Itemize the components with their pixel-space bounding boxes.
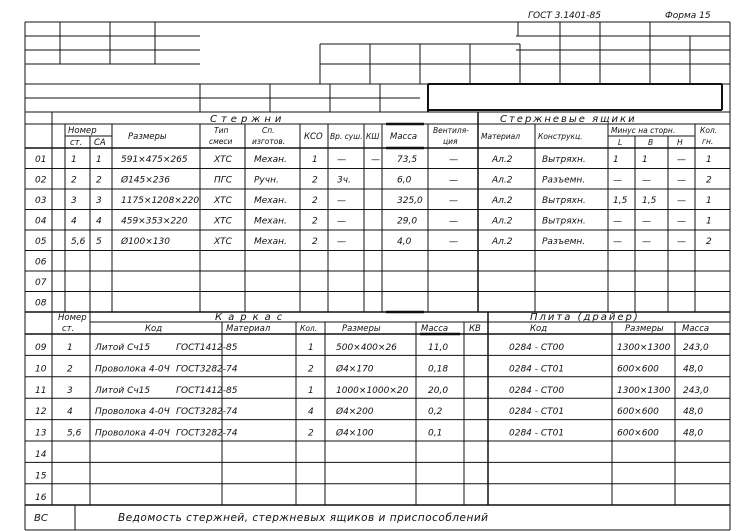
frame-cell-count: 1 <box>308 343 314 353</box>
cores-col-ventilation: Вентиля- <box>433 126 469 135</box>
row-number: 16 <box>35 492 47 503</box>
frame-table-row <box>35 343 709 353</box>
cores-col-mix-type-2: смеси <box>209 137 233 146</box>
footer-code: ВС <box>34 513 48 524</box>
plate-section-title: Плита (драйер) <box>530 312 640 323</box>
plate-cell-size: 600×600 <box>617 407 659 418</box>
row-number: 06 <box>35 257 47 268</box>
frame-cell-st: 1 <box>67 343 73 353</box>
cores-cell-count: 1 <box>706 216 712 227</box>
cores-cell-l: — <box>613 216 622 227</box>
cores-cell-kso: 2 <box>312 196 318 206</box>
plate-cell-mass: 48,0 <box>683 364 704 375</box>
frame-cell-size: Ø4×170 <box>336 364 374 375</box>
frame-row-lines <box>25 355 730 483</box>
frame-col-material: Материал <box>226 324 271 334</box>
frame-col-kv: КВ <box>469 324 481 334</box>
frame-col-number: Номер <box>58 313 87 323</box>
boxes-col-l: L <box>618 138 623 147</box>
plate-cell-size: 600×600 <box>617 428 659 439</box>
cores-cell-st: 4 <box>71 216 77 227</box>
cores-cell-mix: ХТС <box>214 155 232 165</box>
cores-cell-b: — <box>642 175 651 186</box>
cores-cell-count: 2 <box>706 237 712 247</box>
plate-cell-size: 600×600 <box>617 364 659 375</box>
frame-table-row <box>35 428 703 439</box>
cores-cell-b: — <box>642 237 651 247</box>
cores-cell-l: 1 <box>613 155 619 165</box>
plate-cell-mass: 48,0 <box>683 428 704 439</box>
plate-cell-size: 1300×1300 <box>617 385 671 396</box>
cores-cell-l: 1,5 <box>613 196 628 206</box>
cores-cell-method: Механ. <box>254 196 287 206</box>
frame-cell-st: 3 <box>67 385 73 396</box>
frame-col-count: Кол. <box>300 324 318 333</box>
cores-col-mass: Масса <box>390 132 418 142</box>
cores-table-row <box>35 196 712 206</box>
cores-cell-size: Ø145×236 <box>121 175 170 186</box>
cores-cell-dry: 3ч. <box>337 175 351 186</box>
frame-cell-material: Литой Сч15 <box>95 343 151 353</box>
cores-cell-h: — <box>677 216 686 227</box>
frame-cell-st: 5,6 <box>67 428 82 439</box>
cores-cell-h: — <box>677 175 686 186</box>
plate-cell-code: 0284 - СТ00 <box>509 385 565 396</box>
frame-cell-material: Литой Сч15 <box>95 385 151 396</box>
cores-cell-kso: 2 <box>312 216 318 227</box>
cores-cell-dry: — <box>337 196 346 206</box>
frame-col-code: Код <box>145 324 163 334</box>
cores-cell-vent: — <box>449 196 458 206</box>
row-number: 11 <box>35 385 47 396</box>
row-number: 04 <box>35 216 47 227</box>
cores-cell-sa: 5 <box>96 237 102 247</box>
frame-col-sizes: Размеры <box>342 324 381 334</box>
row-number: 01 <box>35 155 47 165</box>
plate-cell-size: 1300×1300 <box>617 343 671 353</box>
cores-col-st: ст. <box>70 138 83 148</box>
row-number: 08 <box>35 298 47 309</box>
row-number: 13 <box>35 428 47 439</box>
cores-cell-size: 591×475×265 <box>121 155 188 165</box>
cores-cell-sa: 3 <box>96 196 102 206</box>
core-boxes-section-title: Стержневые ящики <box>500 114 637 125</box>
plate-cell-code: 0284 - СТ01 <box>509 407 565 418</box>
cores-col-ksh: КШ <box>366 132 380 141</box>
frame-cell-size: 1000×1000×20 <box>336 385 409 396</box>
frame-section-title: Каркас <box>215 312 289 323</box>
cores-cell-kso: 2 <box>312 237 318 247</box>
plate-cell-mass: 243,0 <box>683 385 709 396</box>
cores-cell-mass: 325,0 <box>397 196 423 206</box>
frame-table-row <box>35 386 709 396</box>
frame-col-mass: Масса <box>421 324 449 334</box>
cores-cell-h: — <box>677 237 686 247</box>
row-number: 03 <box>35 196 47 206</box>
cores-cell-mix: ХТС <box>214 216 232 227</box>
plate-cell-code: 0284 - СТ01 <box>509 364 565 375</box>
cores-cell-sa: 1 <box>96 155 102 165</box>
cores-cell-vent: — <box>449 237 458 247</box>
cores-cell-st: 5,6 <box>71 237 86 247</box>
plate-cell-mass: 243,0 <box>683 343 709 353</box>
plate-cell-code: 0284 - СТ01 <box>509 428 565 439</box>
boxes-col-material: Материал <box>481 132 521 141</box>
cores-cell-b: 1 <box>642 155 648 165</box>
cores-cell-b: — <box>642 216 651 227</box>
cores-col-sizes: Размеры <box>128 132 167 142</box>
frame-cell-count: 4 <box>308 407 314 418</box>
cores-cell-count: 1 <box>706 155 712 165</box>
plate-col-mass: Масса <box>682 324 710 334</box>
row-number: 15 <box>35 471 47 482</box>
boxes-col-design: Конструкц. <box>538 132 583 141</box>
cores-col-sa: СА <box>94 138 106 148</box>
cores-cell-material: Ал.2 <box>492 155 513 165</box>
cores-cell-dry: — <box>337 216 346 227</box>
plate-cell-code: 0284 - СТ00 <box>509 343 565 353</box>
frame-cell-count: 2 <box>308 364 314 375</box>
cores-cell-b: 1,5 <box>642 196 657 206</box>
frame-cell-mass: 0,18 <box>428 364 449 375</box>
cores-cell-method: Механ. <box>254 237 287 247</box>
cores-cell-h: — <box>677 155 686 165</box>
frame-cell-size: Ø4×200 <box>336 407 374 418</box>
cores-cell-material: Ал.2 <box>492 237 513 247</box>
frame-cell-material: Проволока 4-0Ч <box>95 364 170 375</box>
cores-cell-size: 459×353×220 <box>121 216 188 227</box>
cores-cell-ksh: — <box>371 155 380 165</box>
frame-cell-count: 2 <box>308 428 314 439</box>
frame-cell-mass: 11,0 <box>428 343 449 353</box>
frame-cell-material: Проволока 4-0Ч <box>95 407 170 418</box>
frame-col-st: ст. <box>62 324 75 334</box>
cores-col-number: Номер <box>68 126 97 136</box>
cores-cell-dry: — <box>337 155 346 165</box>
cores-cell-st: 2 <box>71 175 77 186</box>
frame-cell-gost: ГОСТ3282-74 <box>176 364 238 375</box>
plate-col-code: Код <box>530 324 548 334</box>
cores-cell-method: Механ. <box>254 155 287 165</box>
boxes-col-minus: Минус на сторн. <box>611 126 676 135</box>
boxes-col-count-2: гн. <box>702 137 714 146</box>
cores-cell-mass: 4,0 <box>397 237 412 247</box>
frame-cell-mass: 0,2 <box>428 407 443 418</box>
cores-cell-mix: ХТС <box>214 196 232 206</box>
frame-table-row <box>35 406 703 417</box>
cores-cell-kso: 2 <box>312 175 318 186</box>
cores-cell-mass: 29,0 <box>397 216 418 227</box>
cores-rows <box>35 155 712 309</box>
title-block-grid <box>25 22 730 530</box>
cores-section-title: Стержни <box>210 114 286 125</box>
cores-cell-vent: — <box>449 216 458 227</box>
form-label: Форма 15 <box>665 11 711 21</box>
cores-cell-h: — <box>677 196 686 206</box>
cores-row-lines <box>25 169 730 292</box>
cores-col-method-2: изготов. <box>252 137 286 146</box>
row-number: 10 <box>35 364 47 375</box>
plate-col-sizes: Размеры <box>625 324 664 334</box>
row-number: 09 <box>35 343 47 353</box>
cores-cell-method: Ручн. <box>254 175 279 186</box>
frame-cell-gost: ГОСТ3282-74 <box>176 407 238 418</box>
cores-cell-mix: ХТС <box>214 237 232 247</box>
cores-cell-design: Разъемн. <box>542 175 586 186</box>
cores-cell-material: Ал.2 <box>492 216 513 227</box>
standard-label: ГОСТ 3.1401-85 <box>528 11 601 21</box>
boxes-col-h: Н <box>677 138 683 147</box>
row-number: 02 <box>35 175 47 186</box>
cores-cell-st: 3 <box>71 196 77 206</box>
cores-cell-dry: — <box>337 237 346 247</box>
cores-cell-material: Ал.2 <box>492 175 513 186</box>
row-number: 07 <box>35 278 47 288</box>
frame-cell-st: 2 <box>67 364 73 375</box>
cores-cell-sa: 4 <box>96 216 102 227</box>
cores-cell-kso: 1 <box>312 155 318 165</box>
frame-table-row <box>35 363 703 374</box>
cores-col-kso: КСО <box>304 132 323 142</box>
cores-cell-material: Ал.2 <box>492 196 513 206</box>
cores-cell-design: Вытряхн. <box>542 216 586 227</box>
cores-cell-st: 1 <box>71 155 77 165</box>
row-number: 12 <box>35 407 47 418</box>
cores-cell-method: Механ. <box>254 216 287 227</box>
cores-cell-mass: 73,5 <box>397 155 418 165</box>
cores-table-row <box>35 217 712 227</box>
cores-table-row <box>35 236 712 247</box>
frame-cell-size: Ø4×100 <box>336 428 374 439</box>
frame-cell-gost: ГОСТ1412-85 <box>176 343 238 353</box>
frame-cell-st: 4 <box>67 407 73 418</box>
cores-cell-vent: — <box>449 175 458 186</box>
frame-rows <box>35 343 709 503</box>
cores-table-grid <box>25 112 730 312</box>
cores-cell-l: — <box>613 175 622 186</box>
frame-cell-gost: ГОСТ3282-74 <box>176 428 238 439</box>
cores-col-ventilation-2: ция <box>443 137 458 146</box>
cores-col-method: Сп. <box>262 126 275 135</box>
cores-cell-vent: — <box>449 155 458 165</box>
cores-col-dry-time: Вр. суш. <box>330 132 363 141</box>
cores-cell-count: 2 <box>706 175 712 186</box>
row-number: 14 <box>35 450 47 460</box>
plate-cell-mass: 48,0 <box>683 407 704 418</box>
cores-cell-mass: 6,0 <box>397 175 412 186</box>
cores-cell-design: Вытряхн. <box>542 155 586 165</box>
cores-col-mix-type: Тип <box>214 126 229 135</box>
cores-table-row <box>35 155 712 165</box>
cores-table-row <box>35 175 712 186</box>
row-number: 05 <box>35 237 47 247</box>
cores-cell-l: — <box>613 237 622 247</box>
cores-cell-design: Вытряхн. <box>542 196 586 206</box>
frame-cell-mass: 20,0 <box>428 385 449 396</box>
frame-cell-material: Проволока 4-0Ч <box>95 428 170 439</box>
boxes-col-b: В <box>648 138 654 147</box>
cores-cell-size: 1175×1208×220 <box>121 196 200 206</box>
cores-cell-count: 1 <box>706 196 712 206</box>
frame-cell-count: 1 <box>308 385 314 396</box>
frame-cell-size: 500×400×26 <box>336 343 397 353</box>
cores-cell-mix: ПГС <box>214 175 233 186</box>
cores-cell-sa: 2 <box>96 175 102 186</box>
frame-cell-mass: 0,1 <box>428 428 443 439</box>
footer-title: Ведомость стержней, стержневых ящиков и приспособлений <box>118 512 489 524</box>
boxes-col-count: Кол. <box>700 126 718 135</box>
cores-cell-size: Ø100×130 <box>121 237 170 247</box>
frame-cell-gost: ГОСТ1412-85 <box>176 385 238 396</box>
cores-cell-design: Разъемн. <box>542 237 586 247</box>
